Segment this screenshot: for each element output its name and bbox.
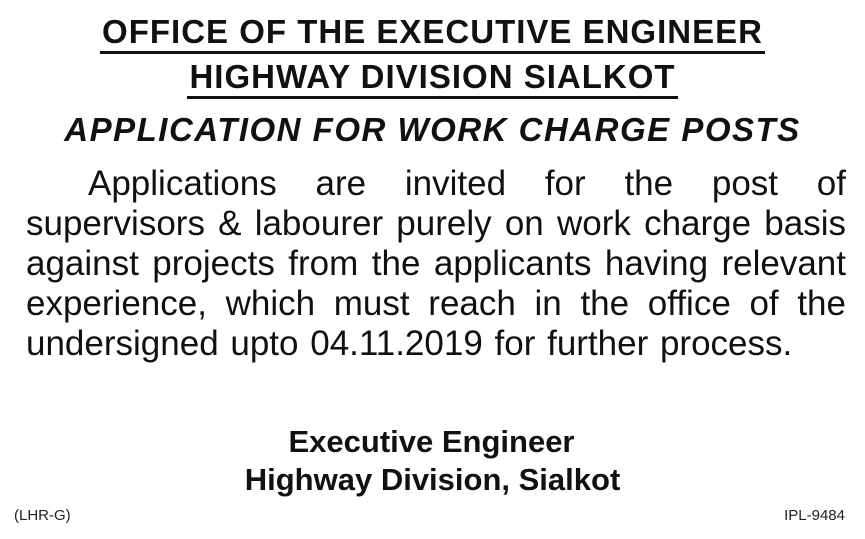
footer-code-left: (LHR-G) [14, 507, 71, 524]
footer-code-right: IPL-9484 [784, 507, 845, 524]
notice-body: Applications are invited for the post of supervisors & labourer purely on work charge basis against projects from the applicants having relevant experience, which must reach in the office of the undersigned upto 04.11.2019 for further process. [26, 164, 846, 363]
division-title: HIGHWAY DIVISION SIALKOT [187, 58, 677, 99]
office-title: OFFICE OF THE EXECUTIVE ENGINEER [100, 13, 765, 54]
signatory-office: Highway Division, Sialkot [244, 462, 621, 497]
notice-title: APPLICATION FOR WORK CHARGE POSTS [64, 111, 801, 148]
office-title-line [0, 12, 865, 52]
signatory-designation: Executive Engineer [288, 424, 575, 459]
division-title-line [0, 57, 865, 97]
